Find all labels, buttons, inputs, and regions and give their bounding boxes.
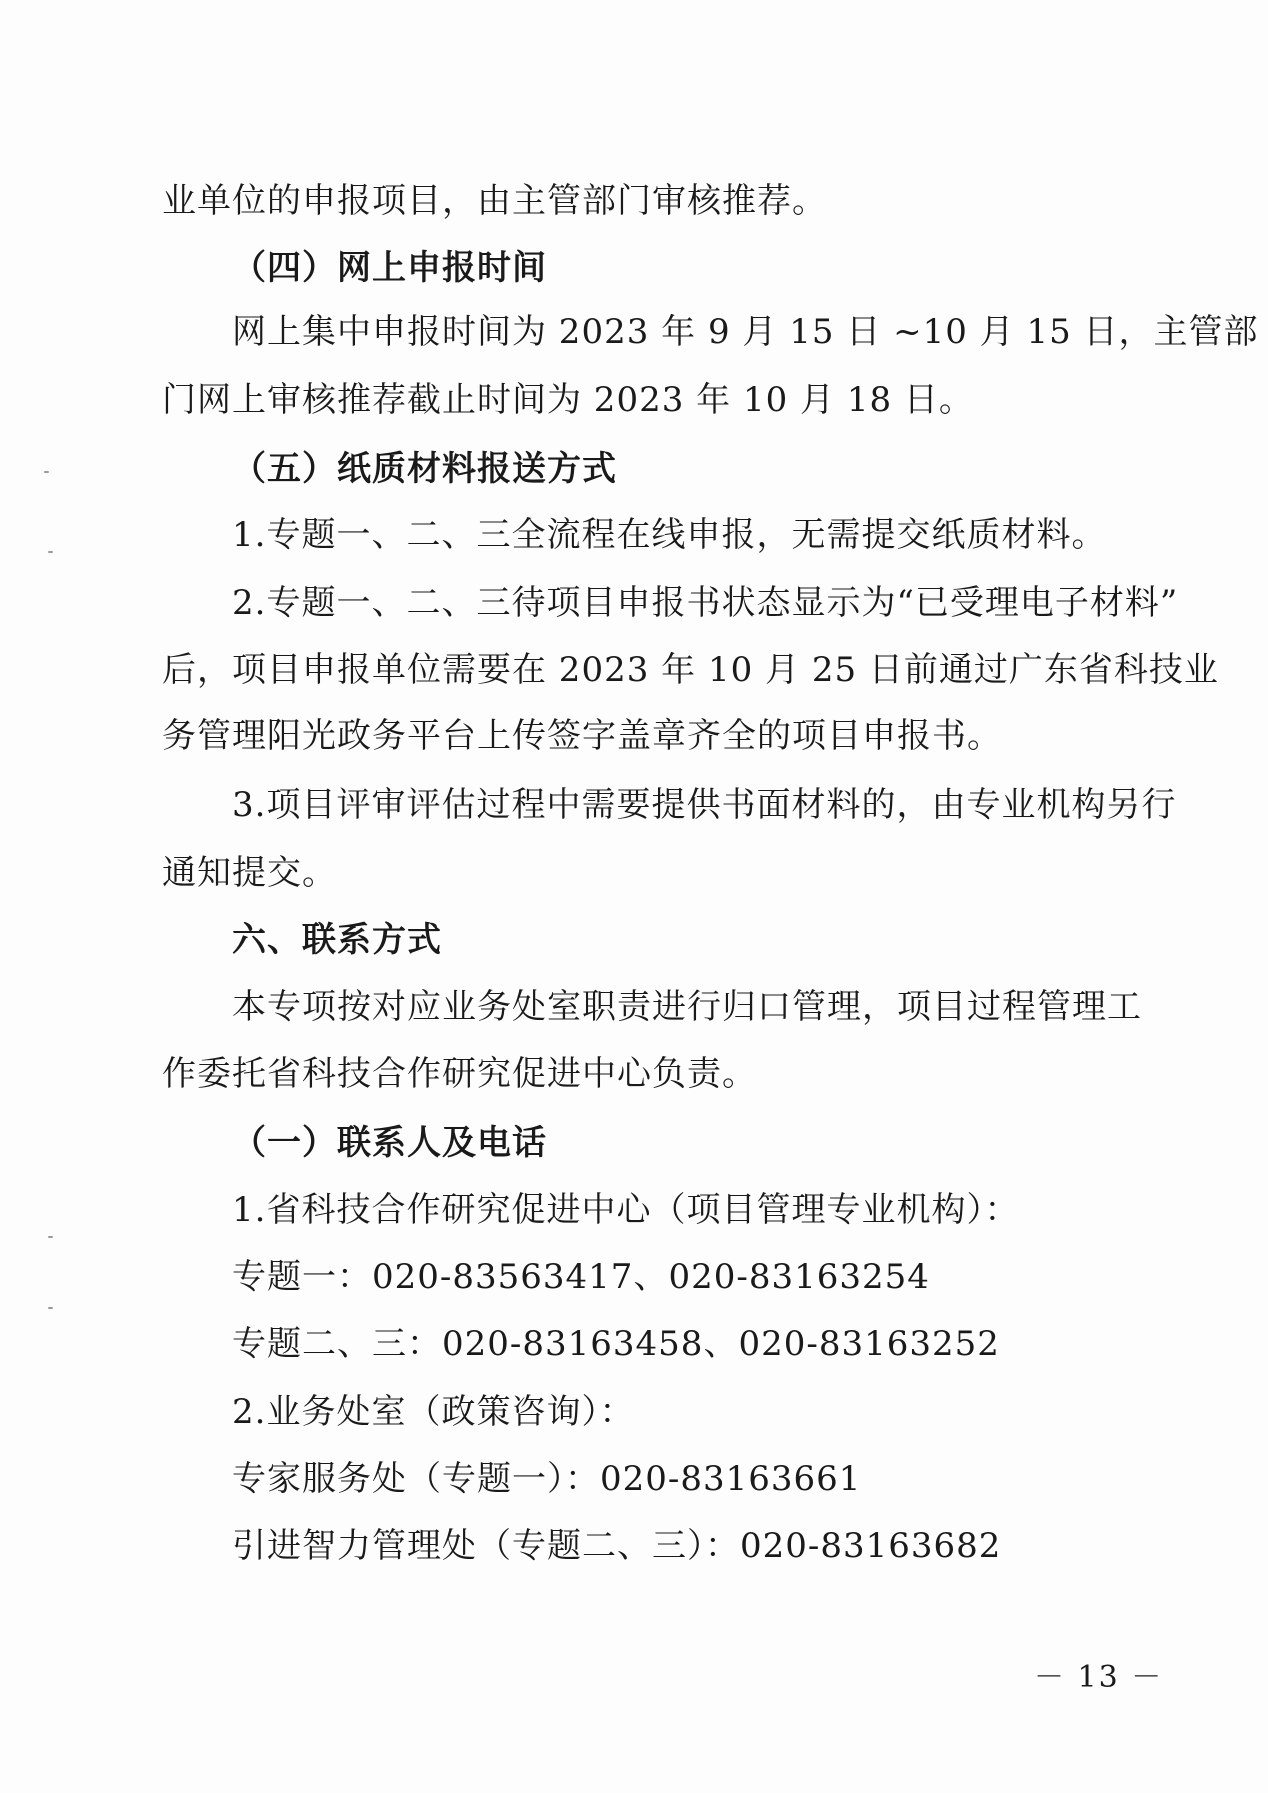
section-heading-contact: 六、联系方式 (232, 920, 442, 960)
body-text-line: 作委托省科技合作研究促进中心负责。 (162, 1054, 757, 1094)
body-text-line: 2.专题一、二、三待项目申报书状态显示为“已受理电子材料” (232, 583, 1179, 623)
contact-phone-line: 专家服务处（专题一）：020-83163661 (232, 1459, 862, 1499)
contact-phone-line: 引进智力管理处（专题二、三）：020-83163682 (232, 1526, 1002, 1566)
page-number: － 13 － (1034, 1660, 1164, 1695)
body-text-line: 务管理阳光政务平台上传签字盖章齐全的项目申报书。 (162, 716, 1002, 756)
section-heading-paper-materials: （五）纸质材料报送方式 (232, 449, 617, 489)
body-text-line: 3.项目评审评估过程中需要提供书面材料的，由专业机构另行 (232, 785, 1177, 825)
scan-speck (48, 551, 53, 553)
body-text-line: 门网上审核推荐截止时间为 2023 年 10 月 18 日。 (162, 380, 974, 420)
contact-phone-line: 专题一：020-83563417、020-83163254 (232, 1257, 930, 1297)
scan-speck (48, 1307, 53, 1309)
scan-speck (48, 1236, 53, 1238)
body-text-line: 1.专题一、二、三全流程在线申报，无需提交纸质材料。 (232, 515, 1107, 555)
section-heading-contacts-phones: （一）联系人及电话 (232, 1123, 547, 1163)
section-heading-online-application-time: （四）网上申报时间 (232, 248, 547, 288)
body-text-line: 业单位的申报项目，由主管部门审核推荐。 (162, 181, 827, 221)
contact-line: 2.业务处室（政策咨询）： (232, 1392, 635, 1432)
body-text-line: 后，项目申报单位需要在 2023 年 10 月 25 日前通过广东省科技业 (162, 650, 1219, 690)
contact-line: 1.省科技合作研究促进中心（项目管理专业机构）： (232, 1190, 1020, 1230)
body-text-line: 通知提交。 (162, 853, 337, 893)
scan-speck (44, 471, 49, 473)
body-text-line: 本专项按对应业务处室职责进行归口管理，项目过程管理工 (232, 987, 1142, 1027)
body-text-line: 网上集中申报时间为 2023 年 9 月 15 日 ~10 月 15 日，主管部 (232, 312, 1259, 352)
contact-phone-line: 专题二、三：020-83163458、020-83163252 (232, 1324, 1000, 1364)
